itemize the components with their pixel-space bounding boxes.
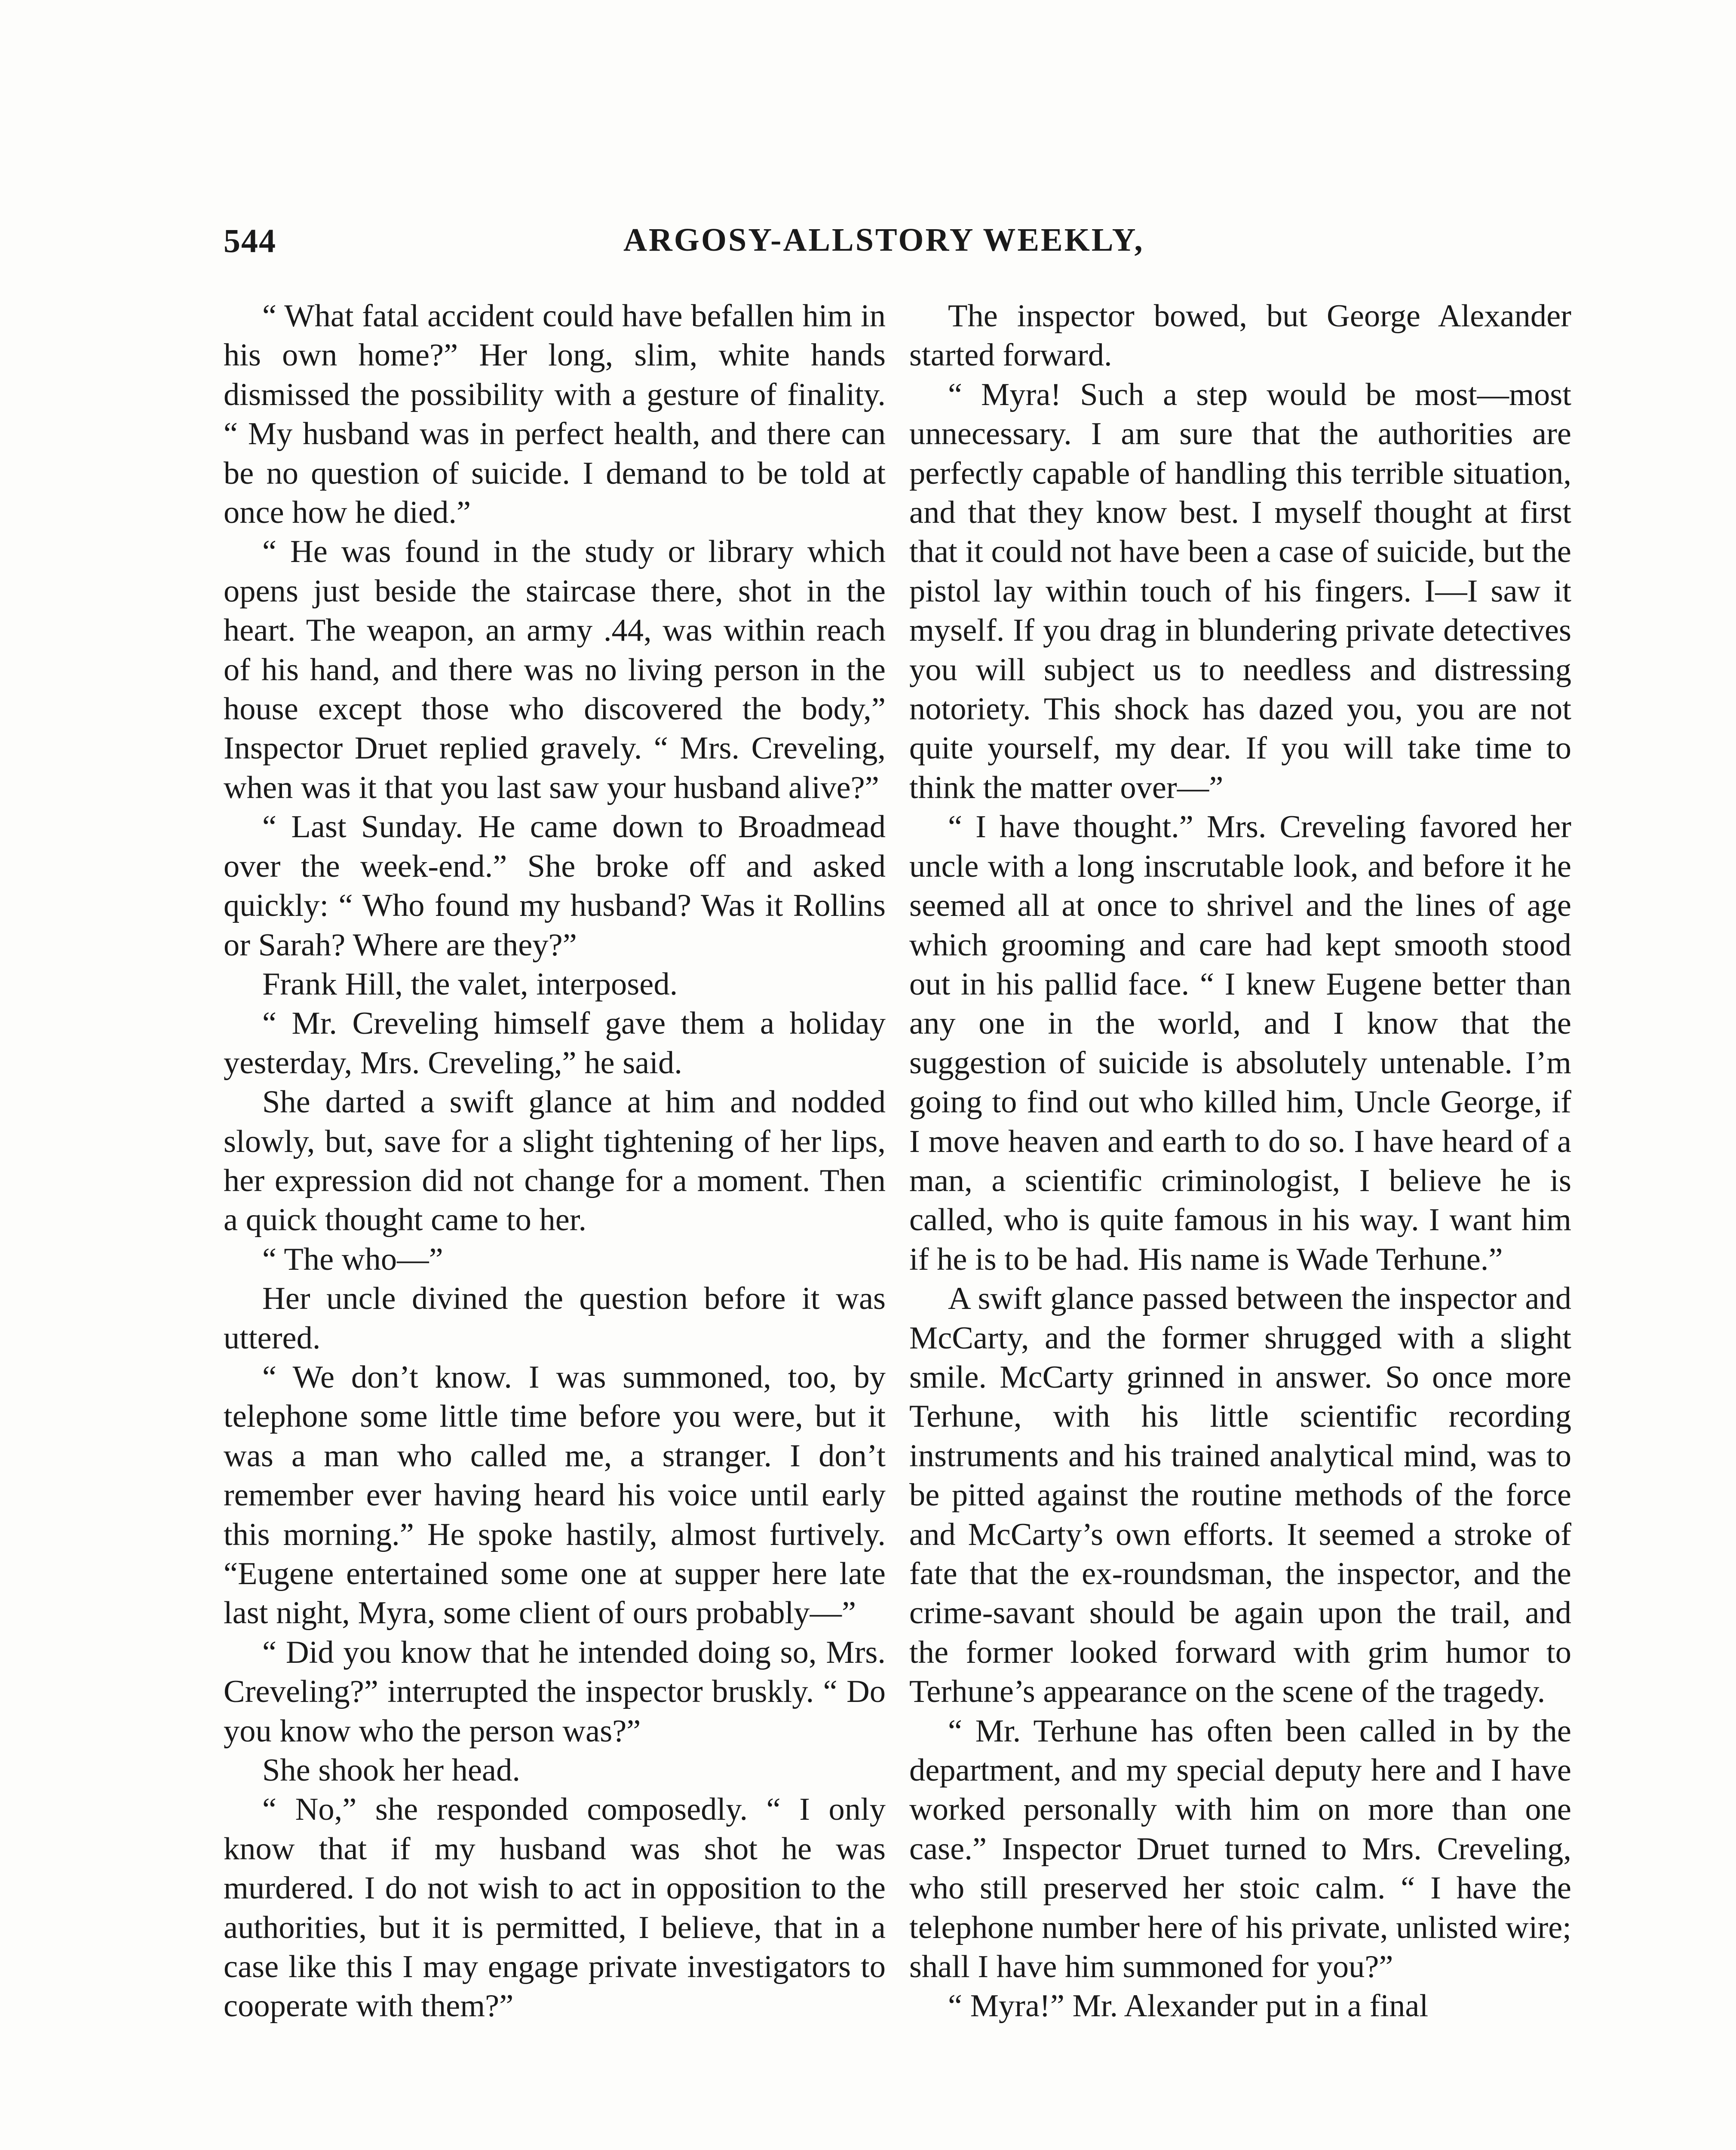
paragraph: “ Last Sunday. He came down to Broadmead over the week-end.” She broke off and asked quickly: “ Who found my husband? Was it Rollins or Sarah? Where are they?” — [224, 809, 886, 963]
paragraph: A swift glance passed between the inspector and McCarty, and the former shrugged with a slight smile. McCarty grinned in answer. So once more Terhune, with his little scientific recording instruments and his trained analytical mind, was to be pitted against the routine methods of the force and McCarty’s own efforts. It seemed a stroke of fate that the ex-roundsman, the inspector, and the crime-savant should be again upon the trail, and the former looked forward with grim humor to Terhune’s appearance on the scene of the tragedy. — [909, 1281, 1571, 1710]
paragraph: Frank Hill, the valet, interposed. — [262, 966, 678, 1002]
paragraph: “ Myra! Such a step would be most—most unnecessary. I am sure that the authorities are perfectly capable of handling this terrible situation, and that they know best. I myself thought at first that it could not have been a case of suicide, but the pistol lay within touch of his fingers. I—I saw it myself. If you drag in blundering private detectives you will subject us to needless and distressing notoriety. This shock has dazed you, you are not quite yourself, my dear. If you will take time to think the matter over—” — [909, 377, 1571, 805]
left-column — [224, 297, 886, 2026]
paragraph: “ The who—” — [262, 1241, 443, 1277]
paragraph: “ What fatal accident could have befallen him in his own home?” Her long, slim, white hands dismissed the possibility with a gesture of finality. “ My husband was in perfect health, and there can be no question of suicide. I demand to be told at once how he died.” — [224, 298, 886, 531]
right-column — [909, 297, 1571, 2026]
paragraph: “ He was found in the study or library which opens just beside the staircase there, shot in the heart. The weapon, an army .44, was within reach of his hand, and there was no living person in the house except those who discovered the body,” Inspector Druet replied gravely. “ Mrs. Creveling, when was it that you last saw your husband alive?” — [224, 534, 886, 805]
paragraph: The inspector bowed, but George Alexander started forward. — [909, 298, 1571, 373]
paragraph: She darted a swift glance at him and nodded slowly, but, save for a slight tightening of her lips, her expression did not change for a moment. Then a quick thought came to her. — [224, 1084, 886, 1238]
paragraph: “ No,” she responded composedly. “ I only know that if my husband was shot he was murdered. I do not wish to act in opposition to the authorities, but it is permitted, I believe, that in a case like this I may engage private investigators to cooperate with them?” — [224, 1792, 886, 2024]
page-number: 544 — [224, 222, 276, 259]
paragraph: “ I have thought.” Mrs. Creveling favored her uncle with a long inscrutable look, and before it he seemed all at once to shrivel and the lines of age which grooming and care had kept smooth stood out in his pallid face. “ I knew Eugene better than any one in the world, and I know that the suggestion of suicide is absolutely untenable. I’m going to find out who killed him, Uncle George, if I move heaven and earth to do so. I have heard of a man, a scientific criminologist, I believe he is called, who is quite famous in his way. I want him if he is to be had. His name is Wade Terhune.” — [909, 809, 1571, 1277]
paragraph: She shook her head. — [262, 1753, 521, 1788]
paragraph: “ Myra!” Mr. Alexander put in a final — [948, 1988, 1429, 2024]
page-header — [224, 221, 1616, 264]
paragraph: “ Mr. Terhune has often been called in by the department, and my special deputy here and I have worked personally with him on more than one case.” Inspector Druet turned to Mrs. Creveling, who still preserved her stoic calm. “ I have the telephone number here of his private, unlisted wire; shall I have him summoned for you?” — [909, 1713, 1571, 1985]
running-title: ARGOSY-ALLSTORY WEEKLY, — [623, 222, 1144, 258]
paragraph: “ We don’t know. I was summoned, too, by telephone some little time before you were, but it was a man who called me, a stranger. I don’t remember ever having heard his voice until early this morning.” He spoke hastily, almost furtively. “Eugene entertained some one at supper here late last night, Myra, some client of ours probably—” — [224, 1359, 886, 1631]
paragraph: “ Mr. Creveling himself gave them a holiday yesterday, Mrs. Creveling,” he said. — [224, 1006, 886, 1081]
paragraph: Her uncle divined the question before it was uttered. — [224, 1281, 886, 1356]
paragraph: “ Did you know that he intended doing so, Mrs. Creveling?” interrupted the inspector bruskly. “ Do you know who the person was?” — [224, 1634, 886, 1749]
